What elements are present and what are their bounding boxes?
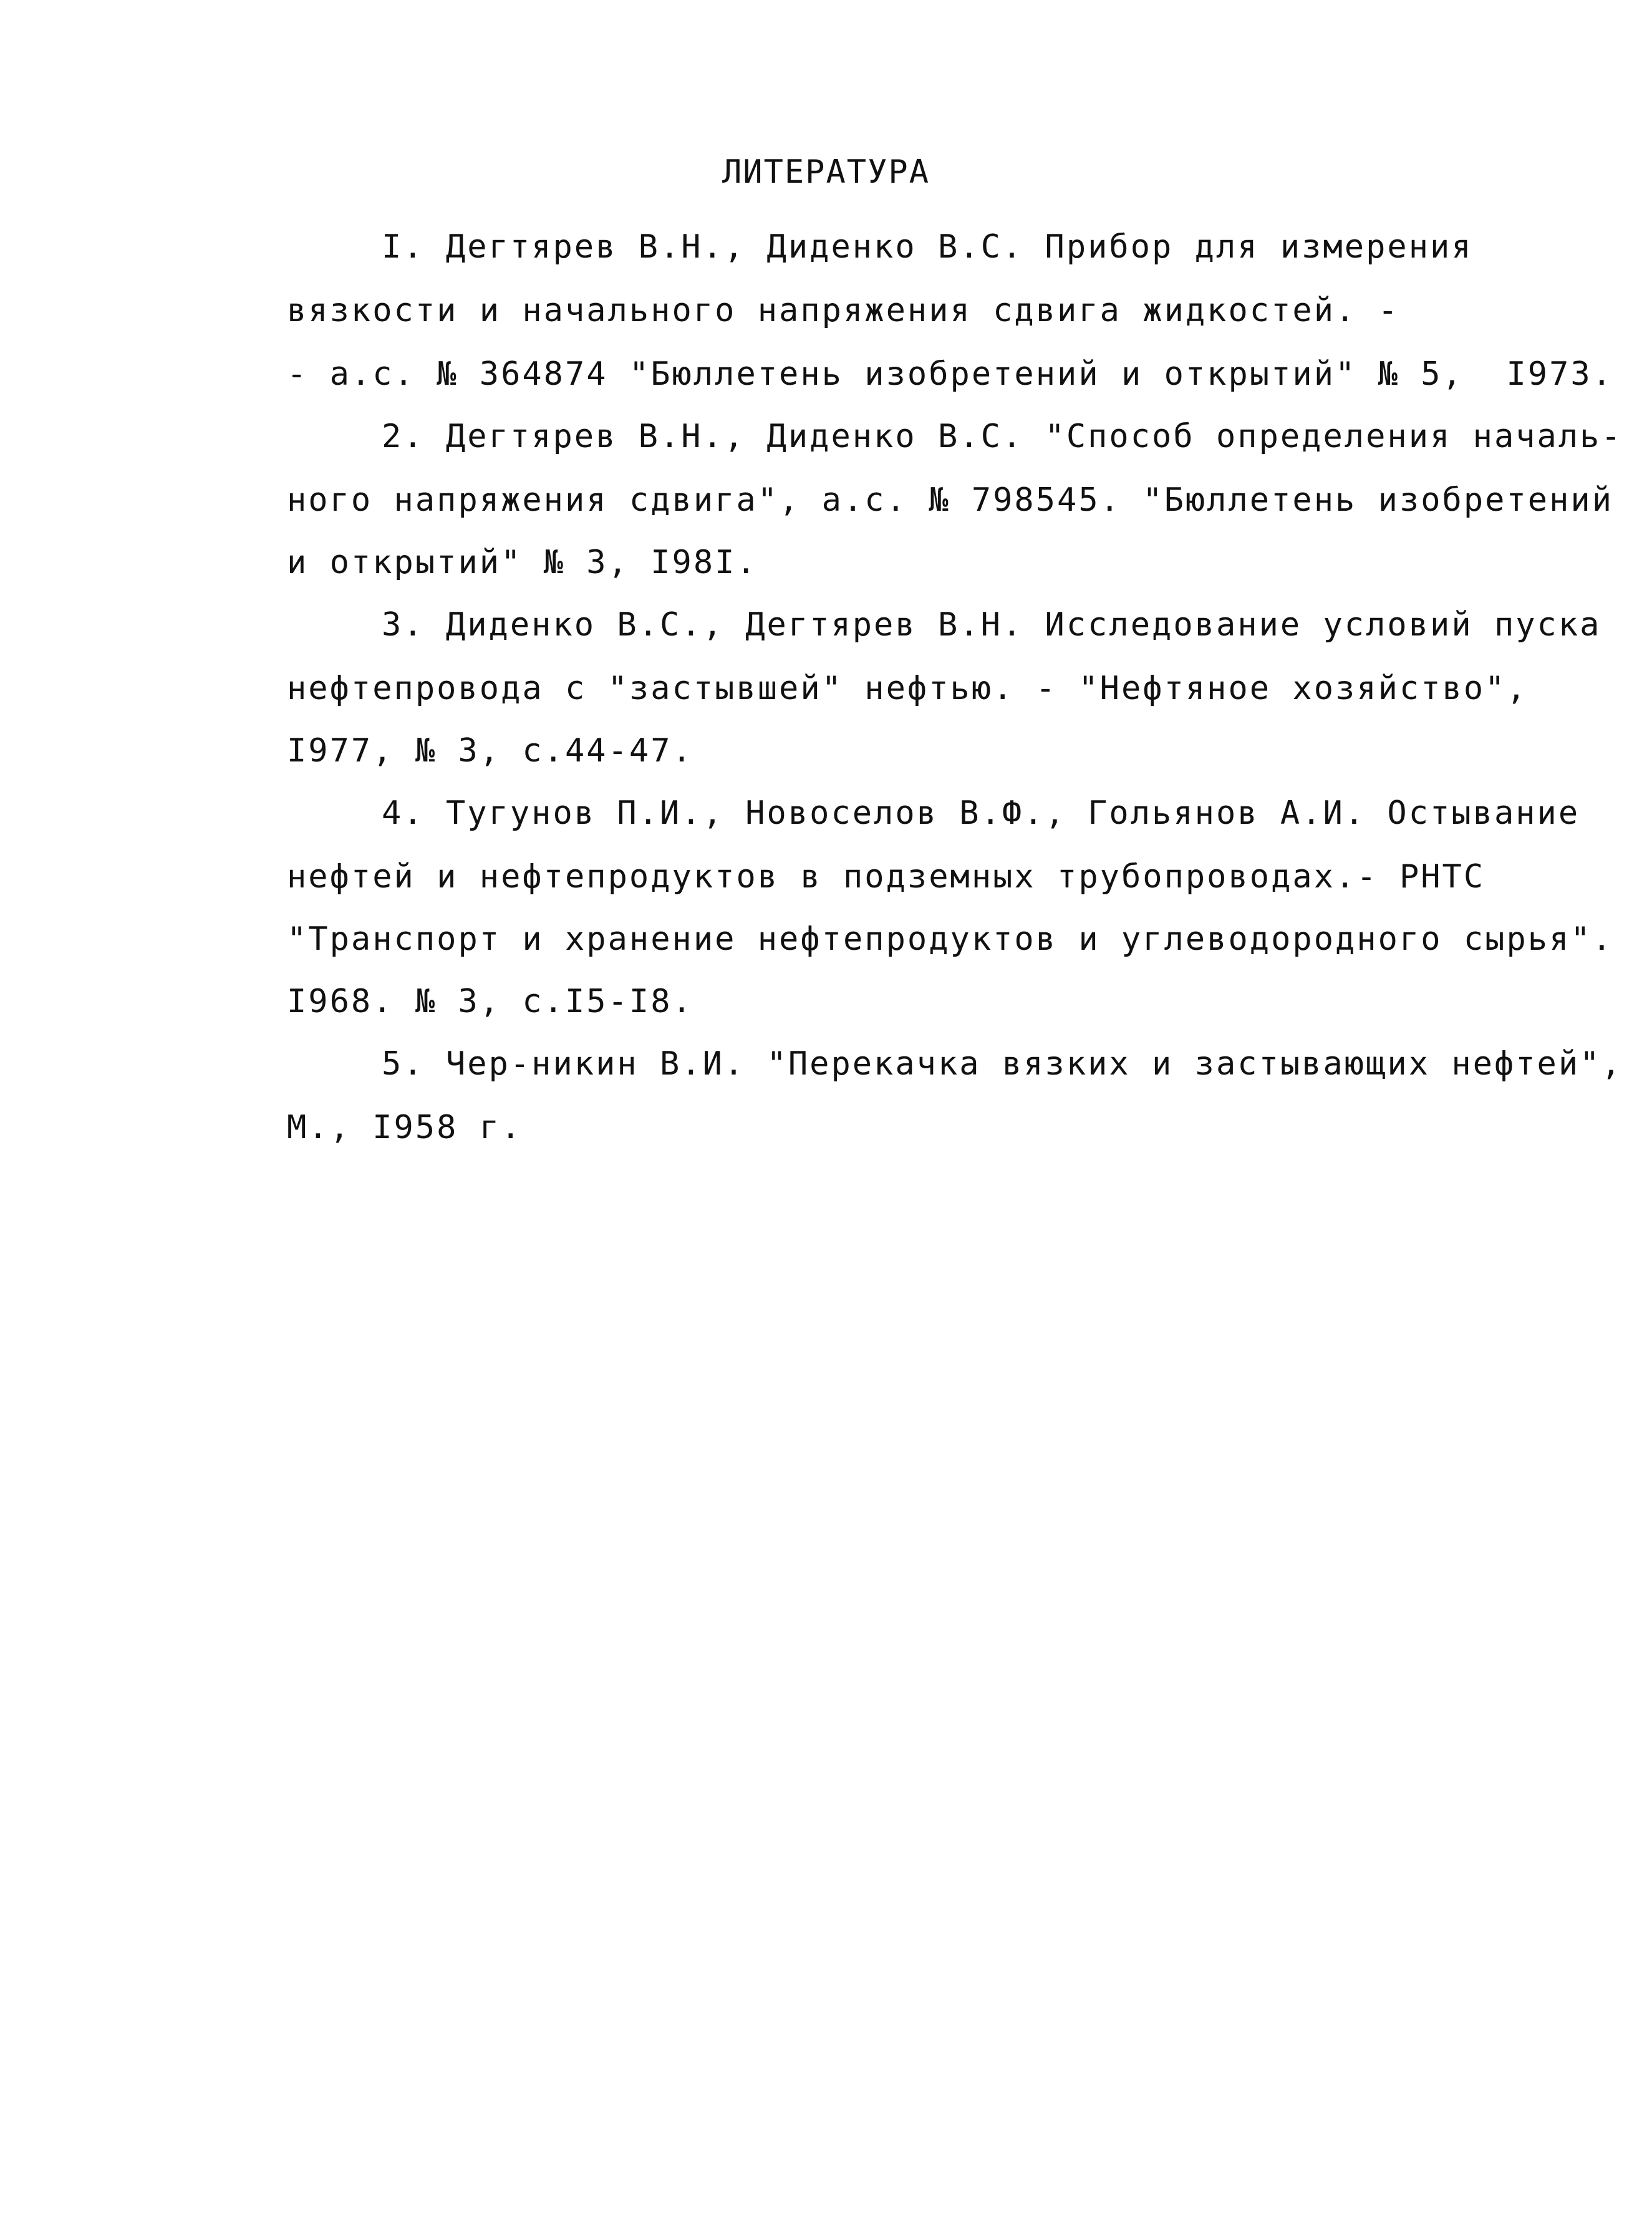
reference-1-line-1: I. Дегтярев В.Н., Диденко В.С. Прибор для измерения [382, 228, 1473, 266]
reference-4-line-1: 4. Тугунов П.И., Новоселов В.Ф., Гольянов А.И. Остывание [382, 795, 1580, 832]
reference-1-line-3: - а.с. № 364874 "Бюллетень изобретений и открытий" № 5, I973. [287, 355, 1614, 393]
reference-4-line-3: "Транспорт и хранение нефтепродуктов и углеводородного сырья". [287, 920, 1614, 958]
reference-5-line-1: 5. Чер-никин В.И. "Перекачка вязких и застывающих нефтей", [382, 1045, 1623, 1083]
reference-2-line-2: ного напряжения сдвига", а.с. № 798545. "Бюллетень изобретений [287, 481, 1614, 519]
reference-4-line-2: нефтей и нефтепродуктов в подземных трубопроводах.- РНТС [287, 858, 1485, 896]
reference-2-line-1: 2. Дегтярев В.Н., Диденко В.С. "Способ определения началь- [382, 418, 1623, 455]
reference-5-line-2: М., I958 г. [287, 1109, 523, 1146]
reference-3-line-1: 3. Диденко В.С., Дегтярев В.Н. Исследование условий пуска [382, 606, 1601, 644]
reference-2-line-3: и открытий" № 3, I98I. [287, 544, 758, 581]
reference-3-line-2: нефтепровода с "застывшей" нефтью. - "Нефтяное хозяйство", [287, 670, 1528, 707]
reference-4-line-4: I968. № 3, с.I5-I8. [287, 983, 693, 1020]
page-title: ЛИТЕРАТУРА [722, 153, 930, 191]
reference-3-line-3: I977, № 3, с.44-47. [287, 732, 693, 770]
reference-1-line-2: вязкости и начального напряжения сдвига жидкостей. - [287, 292, 1399, 329]
